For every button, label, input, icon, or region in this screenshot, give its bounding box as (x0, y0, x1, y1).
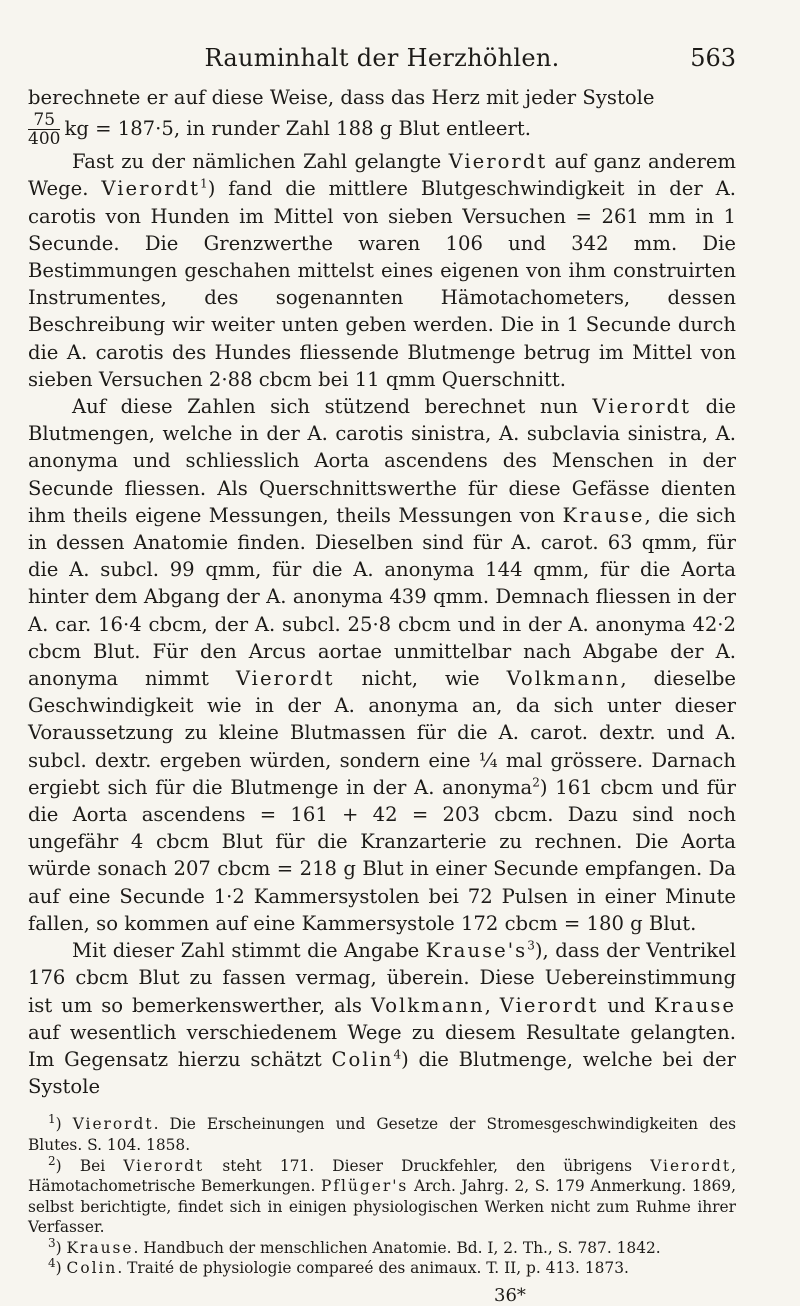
text-span: auf wesentlich verschiedenem Wege zu diesem Resultate gelangten. Im Gegensatz hierzu schätzt (28, 1020, 736, 1071)
book-page (28, 44, 736, 1306)
author-name: Volkmann (506, 667, 621, 691)
text-span: und (598, 993, 655, 1017)
text-span: Arch. Jahrg. 2, S. 179 Anmerkung. 1869, selbst berichtigte, findet sich in einigen physiologischen Werken nicht zum Ruhme ihrer Verfasser. (28, 1177, 736, 1237)
intro-paragraph (28, 84, 736, 111)
author-name: Vierordt (123, 1156, 205, 1175)
footnotes (28, 1114, 736, 1279)
paragraph-3 (28, 937, 736, 1100)
paragraph-1 (28, 148, 736, 393)
running-title: Rauminhalt der Herzhöhlen. (204, 44, 560, 72)
author-name: Krause (562, 503, 645, 527)
text-span: Mit dieser Zahl stimmt die Angabe (72, 939, 426, 963)
text-span: steht 171. Dieser Druckfehler, den übrigens (204, 1156, 651, 1175)
text-span: Bei (79, 1156, 124, 1175)
author-name: Vierordt (650, 1156, 732, 1175)
footnote-1: $^1$) Vierordt. Die Erscheinungen und Gesetze der Stromesgeschwindigkeiten des Blutes. S. 104. 1858. (28, 1112, 736, 1154)
text-span: die Blutmengen, welche in der A. carotis sinistra, A. subclavia sinistra, A. anonyma und schliesslich Aorta ascendens des Menschen in der Secunde fliessen. Als Querschnittswerthe für diese Gefässe dienten ihm theils eigene Messungen, theils Messungen von (28, 395, 736, 527)
intro-line: berechnete er auf diese Weise, dass das Herz mit jeder Systole (28, 86, 655, 109)
footnote-ref: 1 (200, 176, 208, 191)
author-name: Colin (331, 1047, 394, 1071)
text-span: ) 161 cbcm und für die Aorta ascendens = 161 + 42 = 203 cbcm. Dazu sind noch ungefähr 4 cbcm Blut für die Kranzarterie zu rechnen. Die Aorta würde sonach 207 cbcm = 218 g Blut in einer Secunde empfangen. Da auf eine Secunde 1·2 Kammersystolen bei 72 Pulsen in einer Minute fallen, so kommen auf eine Kammersystole 172 cbcm = 180 g Blut. (28, 775, 736, 935)
text-span: . Handbuch der menschlichen Anatomie. Bd. I, 2. Th., S. 787. 1842. (133, 1238, 661, 1257)
signature-mark: 36* (494, 1285, 526, 1306)
footnote-2: $^2$) Bei Vierordt steht 171. Dieser Druckfehler, den übrigens Vierordt, Hämotachometrische Bemerkungen. Pflüger's Arch. Jahrg. 2, S. 179 Anmerkung. 1869, selbst berichtigte, findet sich in einigen physiologischen Werken nicht zum Ruhme ihrer Verfasser. (28, 1153, 737, 1237)
author-name: Vierordt (101, 177, 201, 201)
footnote-mark: 4 (48, 1256, 56, 1271)
fraction-denominator: 400 (28, 129, 61, 150)
author-name: Volkmann (370, 993, 485, 1017)
footnote-mark: 1 (48, 1112, 56, 1127)
author-name: Vierordt (499, 993, 599, 1017)
fraction-line-text: kg = 187·5, in runder Zahl 188 g Blut entleert. (64, 117, 531, 141)
text-span: . Die Erscheinungen und Gesetze der Stromesgeschwindigkeiten des Blutes. S. 104. 1858. (28, 1115, 736, 1154)
text-span: , (484, 993, 500, 1017)
text-span: nicht, wie (334, 667, 507, 691)
text-span: ) fand die mittlere Blutgeschwindigkeit in der A. carotis von Hunden im Mittel von sieben Versuchen = 261 mm in 1 Secunde. Die Grenzwerthe waren 106 und 342 mm. Die Bestimmungen geschahen mittelst eines eigenen von ihm construirten Instrumentes, des sogenannten Hämotachometers, dessen Beschreibung wir weiter unten geben werden. Die in 1 Secunde durch die A. carotis des Hundes fliessende Blutmenge betrug im Mittel von sieben Versuchen 2·88 cbcm bei 11 qmm Querschnitt. (28, 177, 736, 391)
footnote-mark: 3 (48, 1235, 56, 1250)
text-span: . Traité de physiologie compareé des animaux. T. II, p. 413. 1873. (117, 1259, 629, 1278)
body-text (28, 84, 736, 1100)
footnote-ref: 4 (393, 1047, 402, 1062)
text-span: ) die Blutmenge, welche bei der Systole (28, 1047, 736, 1099)
text-span: , dieselbe Geschwindigkeit wie in der A. anonyma an, da sich unter dieser Voraussetzung zu kleine Blutmassen für die A. carot. dextr. und A. subcl. dextr. ergeben würden, sondern eine (28, 667, 736, 772)
fraction-numerator: 75 (28, 111, 60, 130)
fraction (28, 111, 60, 148)
page-number: 563 (690, 44, 736, 72)
text-span: , die sich in dessen Anatomie finden. Dieselben sind für A. carot. 63 qmm, für die A. subcl. 99 qmm, für die A. anonyma 144 qmm, für die Aorta hinter dem Abgang der A. anonyma 439 qmm. Demnach fliessen in der A. car. 16·4 cbcm, der A. subcl. 25·8 cbcm und in der A. anonyma 42·2 cbcm Blut. Für den Arcus aortae unmittelbar nach Abgabe der A. anonyma nimmt (28, 503, 736, 691)
author-name: Krause (654, 993, 736, 1017)
author-name: Colin (66, 1259, 118, 1278)
author-name: Vierordt (235, 667, 335, 691)
quarter-fraction: ¼ (478, 748, 498, 772)
author-name: Krause (66, 1238, 134, 1257)
footnote-mark: 2 (48, 1153, 56, 1168)
author-name: Pflüger's (320, 1177, 409, 1196)
author-name: Vierordt (592, 395, 692, 419)
footnote-3: $^3$) Krause. Handbuch der menschlichen Anatomie. Bd. I, 2. Th., S. 787. 1842. (48, 1235, 661, 1257)
text-span: mal grössere. Darnach ergiebt sich für die Blutmenge in der A. anonyma (28, 748, 736, 799)
author-name: Vierordt (448, 150, 548, 174)
footnote-ref: 2 (532, 775, 540, 790)
text-span: Fast zu der nämlichen Zahl gelangte (72, 150, 449, 174)
paragraph-2 (28, 393, 736, 937)
text-span: ), dass der Ventrikel 176 cbcm Blut zu fassen vermag, überein. Diese Uebereinstimmung ist um so bemerkenswerther, als (28, 939, 736, 1017)
fraction-line (28, 111, 736, 148)
footnote-ref: 3 (527, 938, 535, 953)
author-name: Krause's (425, 939, 528, 963)
text-span: , Hämotachometrische Bemerkungen. (28, 1156, 737, 1196)
author-name: Vierordt (72, 1115, 154, 1134)
text-span: Auf diese Zahlen sich stützend berechnet nun (72, 395, 593, 419)
footnote-4: $^4$) Colin. Traité de physiologie compareé des animaux. T. II, p. 413. 1873. (48, 1256, 629, 1278)
text-span: auf ganz anderem Wege. (28, 150, 736, 201)
page-header (28, 44, 736, 84)
